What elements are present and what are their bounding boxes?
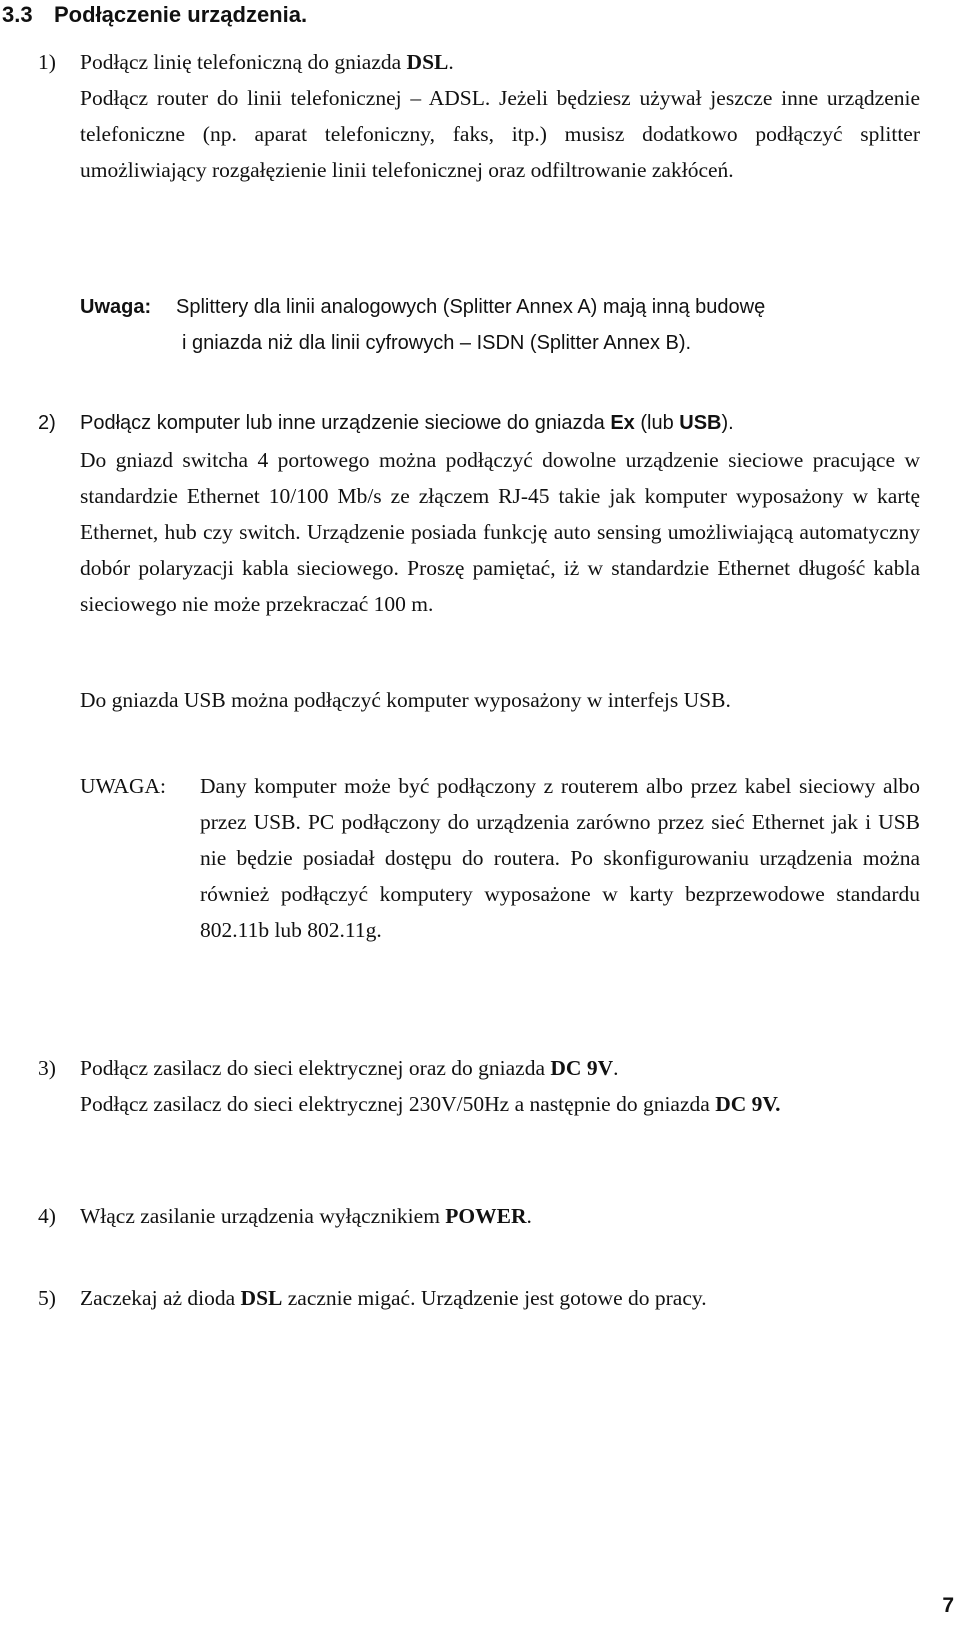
step-4-text [80,1198,920,1234]
step-3-marker: 3) [38,1056,56,1080]
step-4-marker: 4) [38,1204,56,1228]
step-2-body: Do gniazd switcha 4 portowego można podłączyć dowolne urządzenie sieciowe pracujące w standardzie Ethernet 10/100 Mb/s ze złączem RJ-45 takie jak komputer wyposażony w kartę Ethernet, hub czy switch. Urządzenie posiada funkcję auto sensing umożliwiającą automatyczny dobór polaryzacji kabla sieciowego. Proszę pamiętać, iż w standardzie Ethernet długość kabla sieciowego nie może przekraczać 100 m. [80,448,920,616]
dc-port-label: DC 9V [550,1056,614,1080]
step-5-text-end: zacznie migać. Urządzenie jest gotowe do pracy. [282,1286,707,1310]
step-2-note-body: Dany komputer może być podłączony z routerem albo przez kabel sieciowy albo przez USB. PC podłączony do urządzenia zarówno przez sieć Ethernet jak i USB nie będzie posiadał dostępu do routera. Po skonfigurowaniu urządzenia można również podłączyć komputery wyposażone w karty bezprzewodowe standardu 802.11b lub 802.11g. [200,774,920,942]
step-1-note-line-1: Splittery dla linii analogowych (Splitter Annex A) mają inną budowę [176,296,766,318]
section-heading [2,0,307,30]
usb-port-label: USB [679,412,722,434]
step-5-text [80,1280,920,1316]
step-1-marker: 1) [38,50,56,74]
section-title: Podłączenie urządzenia. [54,2,308,27]
page-number: 7 [942,1594,954,1617]
step-2-title-end: ). [721,412,734,434]
step-1-note-label: Uwaga: [80,296,152,318]
dsl-port-label: DSL [406,50,449,74]
step-1-body: Podłącz router do linii telefonicznej – ADSL. Jeżeli będziesz używał jeszcze inne urządzenie telefoniczne (np. aparat telefoniczny, faks, itp.) musisz dodatkowo podłączyć splitter umożliwiający rozgałęzienie linii telefonicznej oraz odfiltrowanie zakłóceń. [80,86,920,182]
step-3-title [80,1050,920,1086]
step-5-marker: 5) [38,1286,56,1310]
step-1-note-line-2: i gniazda niż dla linii cyfrowych – ISDN (Splitter Annex B). [182,332,692,354]
step-2-usb-line: Do gniazda USB można podłączyć komputer wyposażony w interfejs USB. [80,688,731,712]
step-1-title [80,44,920,80]
step-3-body-text: Podłącz zasilacz do sieci elektrycznej 230V/50Hz a następnie do gniazda [80,1092,716,1116]
ex-port-label: Ex [610,412,635,434]
step-5-text-main: Zaczekaj aż dioda [80,1286,241,1310]
power-switch-label: POWER [445,1204,527,1228]
step-3-title-end: . [613,1056,619,1080]
dsl-led-label: DSL [240,1286,283,1310]
step-2-marker: 2) [38,412,56,434]
step-2-title [80,405,920,441]
step-4-text-main: Włącz zasilanie urządzenia wyłącznikiem [80,1204,446,1228]
step-2-title-text: Podłącz komputer lub inne urządzenie sieciowe do gniazda [80,412,611,434]
step-1-title-end: . [448,50,454,74]
step-3-title-text: Podłącz zasilacz do sieci elektrycznej oraz do gniazda [80,1056,551,1080]
step-1-title-text: Podłącz linię telefoniczną do gniazda [80,50,407,74]
section-number: 3.3 [2,2,33,27]
step-4-text-end: . [526,1204,532,1228]
step-3-body [80,1086,920,1122]
dc-port-label-2: DC 9V. [715,1092,781,1116]
step-2-note-label: UWAGA: [80,774,166,798]
step-2-title-mid: (lub [634,412,680,434]
